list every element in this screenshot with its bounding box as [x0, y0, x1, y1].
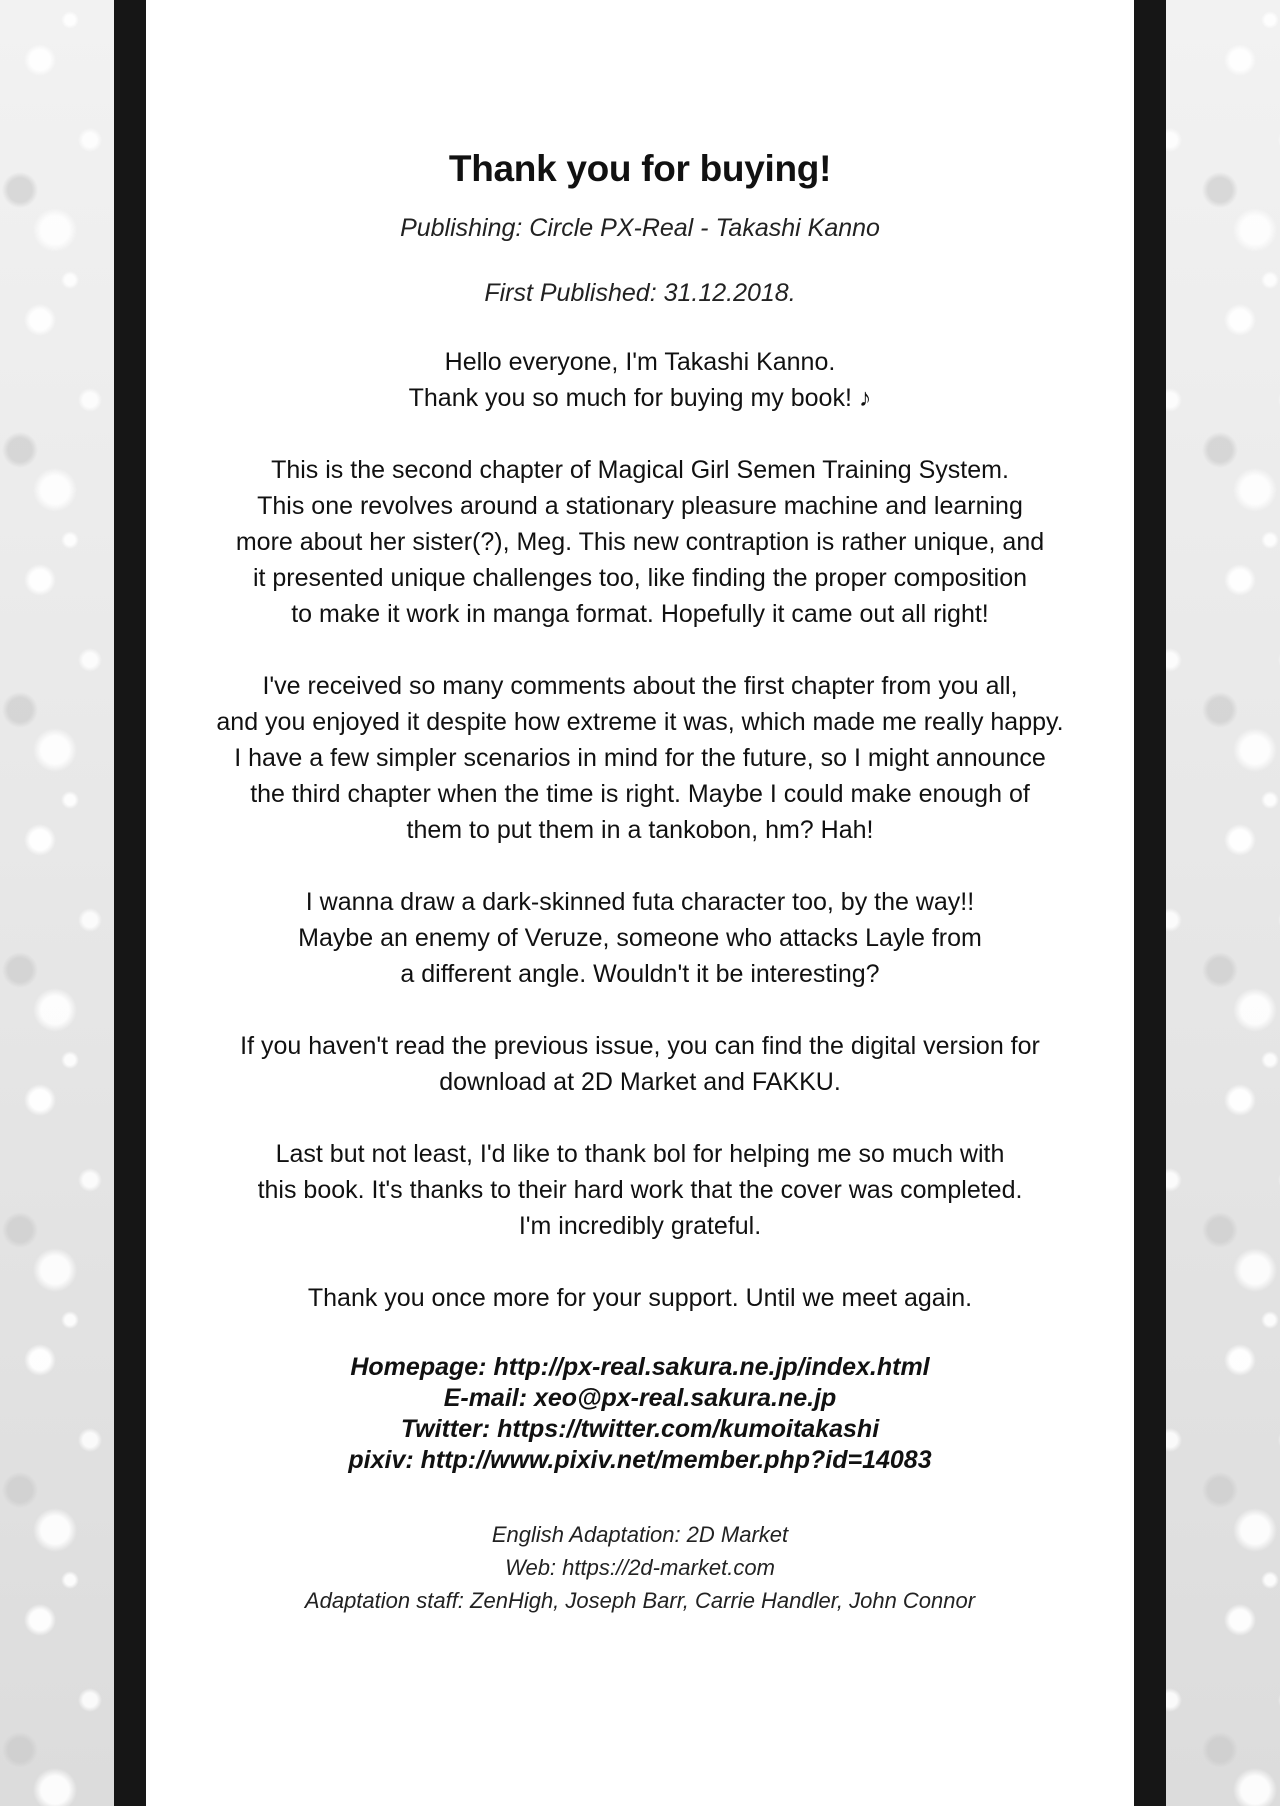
- paragraph-line: Thank you once more for your support. Until we meet again.: [307, 1284, 973, 1312]
- paragraph-line: Thank you so much for buying my book! ♪: [408, 384, 872, 412]
- paragraph-line: it presented unique challenges too, like finding the proper composition: [252, 564, 1028, 592]
- paragraph-line: I wanna draw a dark-skinned futa character too, by the way!!: [305, 888, 975, 916]
- page-title: Thank you for buying!: [448, 148, 832, 189]
- paragraph-line: Last but not least, I'd like to thank bol for helping me so much with: [275, 1140, 1005, 1168]
- paragraph-line: this book. It's thanks to their hard work that the cover was completed.: [257, 1176, 1023, 1204]
- staff-credit: Adaptation staff: ZenHigh, Joseph Barr, Carrie Handler, John Connor: [304, 1588, 976, 1613]
- paragraph-line: a different angle. Wouldn't it be interesting?: [400, 960, 880, 988]
- paragraph-line: download at 2D Market and FAKKU.: [439, 1068, 841, 1096]
- document-page: [146, 0, 1134, 1806]
- homepage-link: Homepage: http://px-real.sakura.ne.jp/index.html: [350, 1353, 930, 1381]
- page-content: [146, 148, 1134, 1617]
- contact-links: [146, 1352, 1134, 1476]
- pixiv-link: pixiv: http://www.pixiv.net/member.php?id=14083: [348, 1446, 932, 1474]
- paragraph-line: I have a few simpler scenarios in mind for the future, so I might announce: [234, 744, 1046, 772]
- email-link: E-mail: xeo@px-real.sakura.ne.jp: [443, 1384, 837, 1412]
- paragraph-line: Maybe an enemy of Veruze, someone who attacks Layle from: [298, 924, 982, 952]
- paragraph-line: to make it work in manga format. Hopefully it came out all right!: [291, 600, 989, 628]
- paragraph-line: the third chapter when the time is right. Maybe I could make enough of: [250, 780, 1030, 808]
- publishing-info: Publishing: Circle PX-Real - Takashi Kanno: [400, 214, 880, 242]
- english-adaptation-credit: English Adaptation: 2D Market: [491, 1522, 789, 1547]
- paragraph-line: them to put them in a tankobon, hm? Hah!: [406, 816, 874, 844]
- paragraph-line: This is the second chapter of Magical Girl Semen Training System.: [271, 456, 1009, 484]
- paragraph-greeting: [146, 344, 1134, 416]
- paragraph-line: and you enjoyed it despite how extreme it was, which made me really happy.: [216, 708, 1064, 736]
- paragraph-closing: [146, 1280, 1134, 1316]
- paragraph-line: If you haven't read the previous issue, you can find the digital version for: [240, 1032, 1040, 1060]
- adaptation-credits: [146, 1518, 1134, 1617]
- paragraph-thanks: [146, 1136, 1134, 1244]
- paragraph-line: I've received so many comments about the first chapter from you all,: [262, 672, 1018, 700]
- paragraph-line: This one revolves around a stationary pleasure machine and learning: [257, 492, 1023, 520]
- paragraph-line: more about her sister(?), Meg. This new contraption is rather unique, and: [235, 528, 1045, 556]
- paragraph-feedback: [146, 668, 1134, 848]
- twitter-link: Twitter: https://twitter.com/kumoitakashi: [400, 1415, 880, 1443]
- paragraph-previous-issue: [146, 1028, 1134, 1100]
- paragraph-chapter-intro: [146, 452, 1134, 632]
- web-credit: Web: https://2d-market.com: [505, 1555, 775, 1580]
- paragraph-future-ideas: [146, 884, 1134, 992]
- paragraph-line: I'm incredibly grateful.: [518, 1212, 762, 1240]
- afterword-body: [146, 344, 1134, 1316]
- paragraph-line: Hello everyone, I'm Takashi Kanno.: [444, 348, 836, 376]
- first-published-date: First Published: 31.12.2018.: [484, 279, 796, 307]
